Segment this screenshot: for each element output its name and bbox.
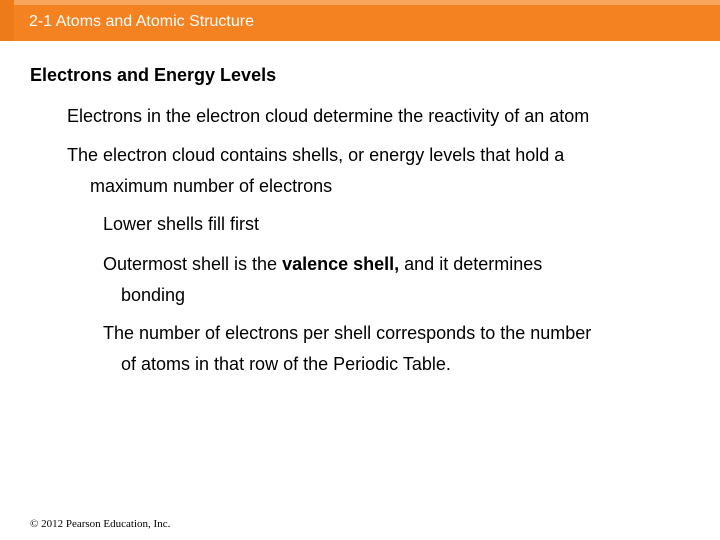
header-accent-strip — [0, 0, 720, 5]
sub-bullet-periodic-table — [103, 318, 693, 380]
sub-bullet-text: Outermost shell is the — [103, 254, 283, 274]
header-title: 2-1 Atoms and Atomic Structure — [29, 13, 254, 30]
copyright-notice: © 2012 Pearson Education, Inc. — [30, 518, 171, 530]
slide-heading: Electrons and Energy Levels — [30, 65, 277, 85]
header-bar — [0, 0, 720, 41]
bullet-text-continued: maximum number of electrons — [90, 176, 333, 196]
sub-bullet-text: The number of electrons per shell corresponds to the number — [103, 323, 592, 343]
sub-bullet-text-tail: and it determines — [399, 254, 543, 274]
header-edge-accent — [0, 0, 14, 41]
sub-bullet-text-continued: of atoms in that row of the Periodic Table. — [121, 354, 451, 374]
valence-shell-term: valence shell, — [282, 254, 400, 274]
sub-bullet-text: Lower shells fill first — [103, 214, 260, 234]
bullet-electron-cloud — [67, 140, 697, 202]
bullet-text: Electrons in the electron cloud determine the reactivity of an atom — [67, 106, 590, 126]
sub-bullet-text-continued: bonding — [121, 285, 186, 305]
bullet-reactivity — [67, 101, 697, 132]
sub-bullet-valence-shell — [103, 249, 693, 311]
bullet-text: The electron cloud contains shells, or energy levels that hold a — [67, 145, 565, 165]
sub-bullet-lower-shells — [103, 209, 693, 240]
